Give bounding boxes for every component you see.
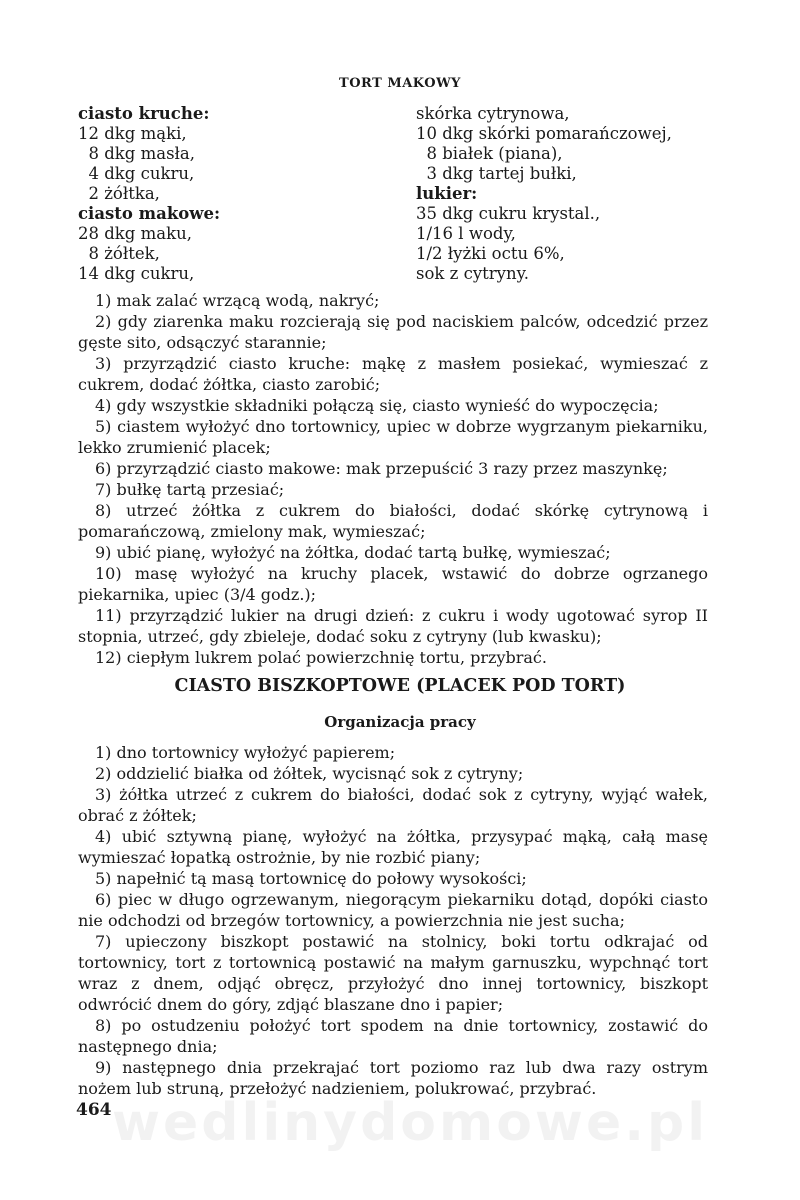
step: 1) dno tortownicy wyłożyć papierem; bbox=[95, 743, 396, 762]
recipe-title-tort-makowy: TORT MAKOWY bbox=[339, 76, 461, 91]
ingredient-line: sok z cytryny. bbox=[416, 264, 529, 283]
step: 9) ubić pianę, wyłożyć na żółtka, dodać tartą bułkę, wymieszać; bbox=[95, 543, 611, 562]
ingredient-line: skórka cytrynowa, bbox=[416, 104, 570, 123]
recipe2-steps bbox=[78, 742, 708, 1099]
ingredient-line: 28 dkg maku, bbox=[78, 224, 192, 243]
watermark: wedlinydomowe.pl bbox=[111, 1093, 709, 1153]
ingredient-line: 4 dkg cukru, bbox=[78, 164, 195, 183]
step: 6) piec w długo ogrzewanym, niegorącym piekarniku dotąd, dopóki ciasto nie odchodzi od brzegów tortownicy, a powierzchnia nie jest sucha; bbox=[78, 890, 708, 930]
step: 7) upieczony biszkopt postawić na stolnicy, boki tortu odkrajać od tortownicy, tort z tortownicą postawić na małym garnuszku, wypchnąć tort wraz z dnem, odjąć obręcz, przyłożyć dno innej tortownicy, biszkopt odwrócić dnem do góry, zdjąć blaszane dno i papier; bbox=[78, 932, 708, 1014]
step: 1) mak zalać wrzącą wodą, nakryć; bbox=[95, 291, 380, 310]
step: 2) oddzielić białka od żółtek, wycisnąć sok z cytryny; bbox=[95, 764, 524, 783]
step: 7) bułkę tartą przesiać; bbox=[95, 480, 285, 499]
ingredients-left-column bbox=[78, 104, 378, 284]
ingredients-right-column bbox=[416, 104, 746, 284]
step: 4) ubić sztywną pianę, wyłożyć na żółtka, przysypać mąką, całą masę wymieszać łopatką ostrożnie, by nie rozbić piany; bbox=[78, 827, 708, 867]
step: 5) ciastem wyłożyć dno tortownicy, upiec w dobrze wygrzanym piekarniku, lekko zrumienić placek; bbox=[78, 417, 708, 457]
ingredient-line: 14 dkg cukru, bbox=[78, 264, 195, 283]
step: 5) napełnić tą masą tortownicę do połowy wysokości; bbox=[95, 869, 527, 888]
step: 6) przyrządzić ciasto makowe: mak przepuścić 3 razy przez maszynkę; bbox=[95, 459, 668, 478]
ingredient-line: 1/2 łyżki octu 6%, bbox=[416, 244, 565, 263]
step: 2) gdy ziarenka maku rozcierają się pod naciskiem palców, odcedzić przez gęste sito, odsączyć starannie; bbox=[78, 312, 708, 352]
ingredient-line: 8 białek (piana), bbox=[416, 144, 563, 163]
ingredient-line: 8 dkg masła, bbox=[78, 144, 195, 163]
ingredient-line: ciasto makowe: bbox=[78, 204, 221, 223]
ingredient-line: 10 dkg skórki pomarańczowej, bbox=[416, 124, 672, 143]
step: 12) ciepłym lukrem polać powierzchnię tortu, przybrać. bbox=[95, 648, 547, 667]
ingredient-line: 2 żółtka, bbox=[78, 184, 160, 203]
ingredient-line: 35 dkg cukru krystal., bbox=[416, 204, 601, 223]
step: 8) po ostudzeniu położyć tort spodem na dnie tortownicy, zostawić do następnego dnia; bbox=[78, 1016, 708, 1056]
ingredient-line: ciasto kruche: bbox=[78, 104, 210, 123]
step: 9) następnego dnia przekrajać tort poziomo raz lub dwa razy ostrym nożem lub struną, przełożyć nadzieniem, polukrować, przybrać. bbox=[78, 1058, 708, 1098]
step: 10) masę wyłożyć na kruchy placek, wstawić do dobrze ogrzanego piekarnika, upiec (3/4 godz.); bbox=[78, 564, 708, 604]
step: 3) przyrządzić ciasto kruche: mąkę z masłem posiekać, wymieszać z cukrem, dodać żółtka, ciasto zarobić; bbox=[78, 354, 708, 394]
ingredient-line: 8 żółtek, bbox=[78, 244, 160, 263]
ingredient-line: lukier: bbox=[416, 184, 478, 203]
recipe1-steps bbox=[78, 290, 708, 668]
recipe-title-ciasto-biszkoptowe: CIASTO BISZKOPTOWE (PLACEK POD TORT) bbox=[174, 676, 626, 696]
page-number: 464 bbox=[76, 1100, 112, 1120]
step: 3) żółtka utrzeć z cukrem do białości, dodać sok z cytryny, wyjąć wałek, obrać z żółtek; bbox=[78, 785, 708, 825]
step: 8) utrzeć żółtka z cukrem do białości, dodać skórkę cytrynową i pomarańczową, zmielony mak, wymieszać; bbox=[78, 501, 708, 541]
step: 11) przyrządzić lukier na drugi dzień: z cukru i wody ugotować syrop II stopnia, utrzeć, gdy zbieleje, dodać soku z cytryny (lub kwasku); bbox=[78, 606, 708, 646]
section-subtitle: Organizacja pracy bbox=[324, 713, 476, 731]
ingredient-line: 12 dkg mąki, bbox=[78, 124, 187, 143]
step: 4) gdy wszystkie składniki połączą się, ciasto wynieść do wypoczęcia; bbox=[95, 396, 659, 415]
ingredient-line: 1/16 l wody, bbox=[416, 224, 516, 243]
ingredient-line: 3 dkg tartej bułki, bbox=[416, 164, 577, 183]
